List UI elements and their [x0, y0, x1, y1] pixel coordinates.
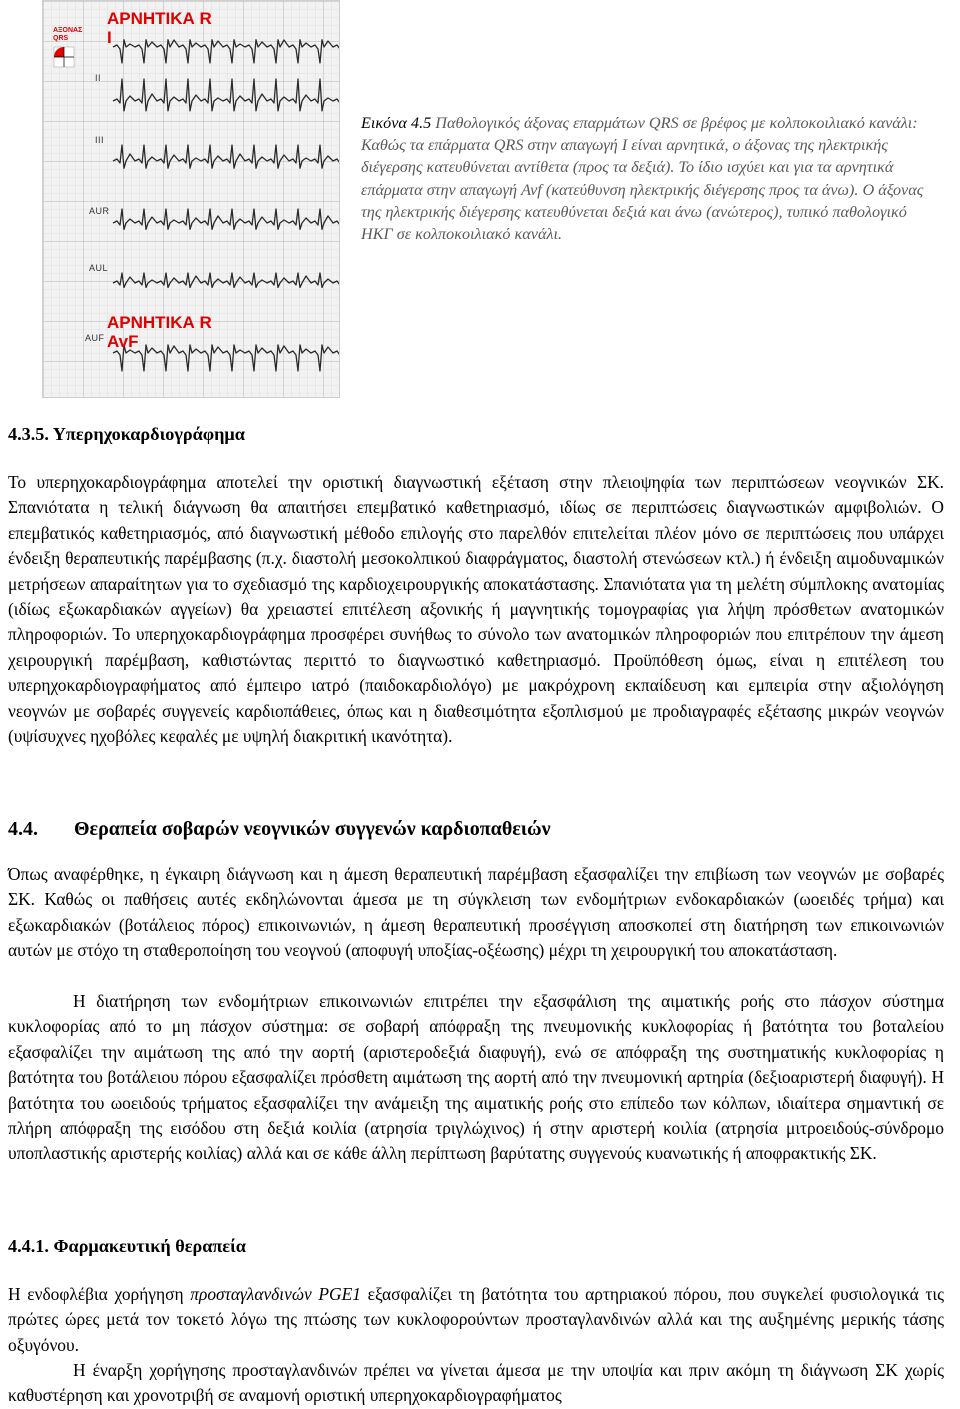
qrs-axis-quadrant-icon [51, 23, 81, 69]
paragraph-prostaglandins [8, 1282, 944, 1358]
figure-top-title: ΑΡΝΗΤΙΚΑ R I [107, 9, 212, 47]
paragraph-treatment-intro: Όπως αναφέρθηκε, η έγκαιρη διάγνωση και η άμεση θεραπευτική παρέμβαση εξασφαλίζει την επιβίωση των νεογνών με σοβαρές ΣΚ. Καθώς οι παθήσεις αυτές εκδηλώνονται άμεσα με τη σύγκλειση των ενδομήτριων ενδοκαρδιακών (ωοειδές τρήμα) και εξωκαρδιακών (βοτάλειος πόρος) επικοινωνιών, η άμεση θεραπευτική προσέγγιση αποσκοπεί στη διατήρηση των επικοινωνιών αυτών με στόχο τη σταθεροποίηση του νεογνού (αποφυγή υποξίας-οξέωσης) μέχρι τη χειρουργική του αποκατάσταση. [8, 864, 944, 961]
heading-4-4 [8, 818, 551, 841]
heading-4-4-title: Θεραπεία σοβαρών νεογνικών συγγενών καρδιοπαθειών [74, 818, 551, 840]
paragraph-echocardiography: Το υπερηχοκαρδιογράφημα αποτελεί την οριστική διαγνωστική εξέταση στην πλειοψηφία των περιπτώσεων νεογνικών ΣΚ. Σπανιότατα η τελική διάγνωση θα απαιτήσει επεμβατικό καθετηριασμό, ιδίως σε περιπτώσεις διαγνωστικών αμφιβολιών. Ο επεμβατικός καθετηριασμός, από διαγνωστική μέθοδο επιλογής στο παρελθόν επιτελείται πλέον μόνο σε περιπτώσεις που υπάρχει ένδειξη θεραπευτικής παρέμβασης (π.χ. διαστολή μεσοκολπικού διαφράγματος, διαστολή στενώσεων κτλ.) ή ένδειξη αιμοδυναμικών μετρήσεων απαραίτητων για το σχεδιασμό της καρδιοχειρουργικής αποκατάστασης. Σπανιότατα για τη μελέτη σύμπλοκης ανατομίας (ιδίως εξωκαρδιακών αγγείων) θα χρειαστεί επιτέλεση αξονικής ή μαγνητικής τομογραφίας για λήψη πρόσθετων ανατομικών πληροφοριών. Το υπερηχοκαρδιογράφημα προσφέρει συνήθως το σύνολο των ανατομικών πληροφοριών που επιτρέπουν την άμεση χειρουργική παρέμβαση, καθιστώντας περιττό το διαγνωστικό καθετηριασμό. Προϋπόθεση όμως, είναι η επιτέλεση του υπερηχοκαρδιογραφήματος από έμπειρο ιατρό (παιδοκαρδιολόγο) με μακρόχρονη εκπαίδευση και εμπειρία στην αξιολόγηση νεογνών με σοβαρές συγγενείς καρδιοπάθειες, όπως και η διαθεσιμότητα εξοπλισμού με προδιαγραφές εξέτασης μικρών νεογνών (υψίσυχνες ηχοβόλες κεφαλές με υψηλή διακριτική ικανότητα). [8, 472, 944, 747]
lead-label-auf: AUF [85, 333, 105, 343]
heading-4-4-1: 4.4.1. Φαρμακευτική θεραπεία [8, 1236, 246, 1256]
lead-label-ii: II [95, 73, 102, 83]
paragraph-prostaglandin-start: Η έναρξη χορήγησης προσταγλανδινών πρέπει να γίνεται άμεσα με την υποψία και πριν ακόμη τη διάγνωση ΣΚ χωρίς καθυστέρηση και χρονοτριβή σε αναμονή οριστική υπερηχοκαρδιογραφήματος [8, 1360, 944, 1406]
caption-number: Εικόνα 4.5 [361, 114, 432, 132]
heading-4-3-5: 4.3.5. Υπερηχοκαρδιογράφημα [8, 424, 245, 444]
lead-label-aul: AUL [89, 263, 109, 273]
caption-text: Παθολογικός άξονας επαρμάτων QRS σε βρέφος με κολποκοιλιακό κανάλι: Καθώς τα επάρματα QRS στην απαγωγή Ι είναι αρνητικά, ο άξονας της ηλεκτρικής διέγερσης κατευθύνεται αντίθετα (προς τα δεξιά). Το ίδιο ισχύει και για τα αρνητικά επάρματα στην απαγωγή Avf (κατεύθυνση ηλεκτρικής διέγερσης προς τα άνω). Ο άξονας της ηλεκτρικής διέγερσης κατευθύνεται δεξιά και άνω (ανώτερος), τυπικό παθολογικό ΗΚΓ σε κολποκοιλιακό κανάλι. [361, 114, 924, 244]
qrs-axis-label: ΑΞΟΝΑΣ QRS [53, 27, 83, 42]
figure-caption [361, 112, 941, 245]
qrs-axis-box [51, 23, 81, 69]
figure-bottom-title: ΑΡΝΗΤΙΚΑ R AvF [107, 313, 212, 351]
p1-after: εξασφαλίζει τη βατότητα του αρτηριακού πόρου, που συγκελεί φυσιολογικά τις πρώτες ώρες μετά τον τοκετό λόγω της πτώσης των κυκλοφορούντων προσταγλανδινών αλλά και της αυξημένης μερικής τάσης οξυγόνου. [8, 1284, 944, 1355]
lead-label-iii: III [95, 135, 105, 145]
paragraph-communications: Η διατήρηση των ενδομήτριων επικοινωνιών επιτρέπει την εξασφάλιση της αιματικής ροής στο πάσχον σύστημα κυκλοφορίας από το μη πάσχον σύστημα: σε σοβαρή απόφραξη της πνευμονικής κυκλοφορίας ή βατότητα του βοταλείου εξασφαλίζει την αιμάτωση της από την αορτή (αριστεροδεξιά διαφυγή), ενώ σε απόφραξη της συστηματικής κυκλοφορίας η βατότητα του βοτάλειου πόρου εξασφαλίζει πρόσθετη αιμάτωση της αορτή από την πνευμονική αρτηρία (δεξιοαριστερή διαφυγή). Η βατότητα του ωοειδούς τρήματος εξασφαλίζει την ανάμειξη της αιματικής ροής στο επίπεδο των κόλπων, ιδιαίτερα σημαντική σε πλήρη απόφραξη της εισόδου στη δεξιά κοιλία (ατρησία τριγλώχινος) ή στην αριστερή κοιλία (ατρησία μιτροειδούς-σύνδρομο υποπλαστικής αριστερής κοιλίας) αλλά και σε κάθε άλλη περίπτωση βαρύτατης συγγενούς κυανωτικής ή αποφρακτικής ΣΚ. [8, 991, 944, 1164]
p1-before: Η ενδοφλέβια χορήγηση [8, 1284, 191, 1304]
heading-4-4-number: 4.4. [8, 818, 38, 840]
p1-emphasis: προσταγλανδινών PGE1 [190, 1284, 361, 1304]
ecg-figure [42, 0, 340, 398]
lead-label-aur: AUR [89, 206, 110, 216]
